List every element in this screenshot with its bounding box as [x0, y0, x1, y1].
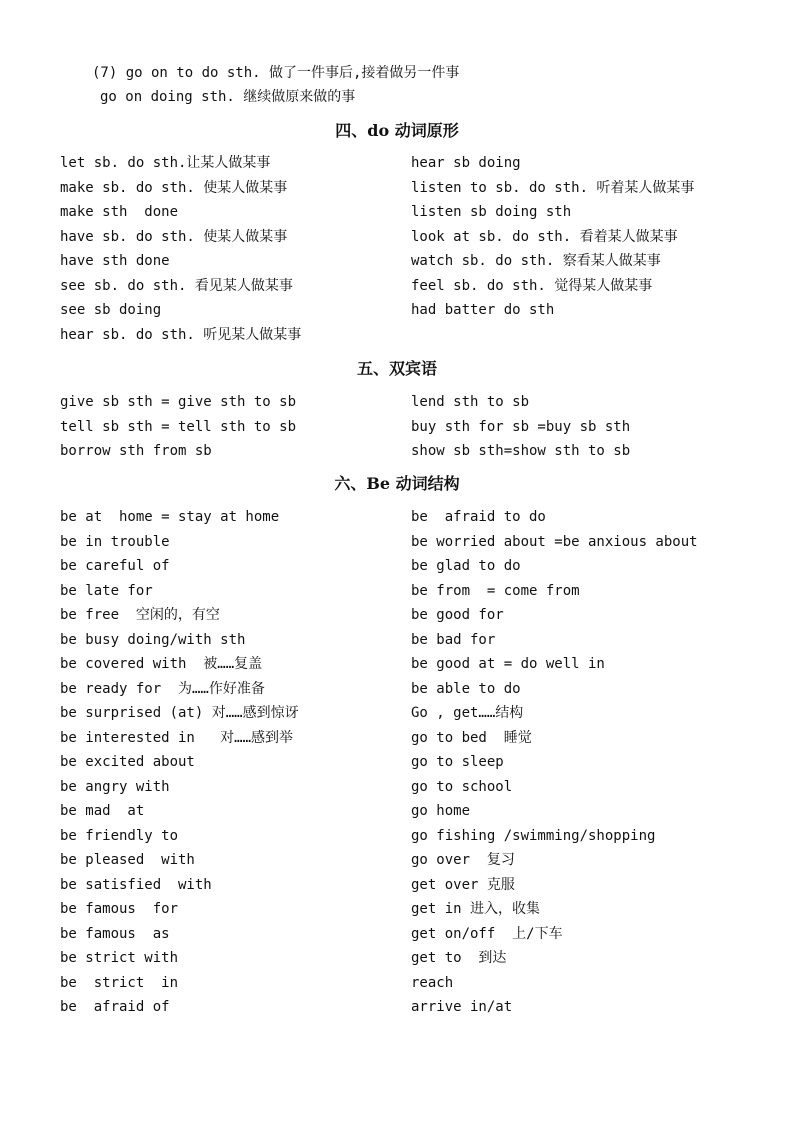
- phrase-item: be glad to do: [411, 558, 521, 574]
- phrase-item: go over 复习: [411, 852, 515, 868]
- phrase-item: get in 进入，收集: [411, 901, 541, 917]
- phrase-item: give sb sth = give sth to sb: [60, 394, 297, 410]
- phrase-item: be angry with: [60, 778, 170, 795]
- phrase-item: be mad at: [60, 803, 145, 819]
- phrase-item: Go , get……结构: [411, 705, 524, 721]
- phrase-item: go to school: [411, 778, 513, 795]
- phrase-item: buy sth for sb =buy sb sth: [411, 418, 631, 435]
- phrase-item: hear sb. do sth. 听见某人做某事: [60, 326, 302, 343]
- intro-line-2: go on doing sth. 继续做原来做的事: [100, 89, 356, 105]
- phrase-item: borrow sth from sb: [60, 443, 212, 459]
- phrase-item: be satisfied with: [60, 876, 212, 893]
- phrase-item: be famous as: [60, 925, 170, 942]
- phrase-item: be in trouble: [60, 533, 170, 550]
- phrase-item: be covered with 被……复盖: [60, 656, 263, 672]
- phrase-item: watch sb. do sth. 察看某人做某事: [411, 253, 661, 269]
- phrase-item: lend sth to sb: [411, 394, 530, 410]
- phrase-item: be friendly to: [60, 827, 179, 844]
- phrase-item: listen to sb. do sth. 听着某人做某事: [411, 179, 695, 196]
- phrase-item: be able to do: [411, 680, 521, 697]
- phrase-item: see sb. do sth. 看见某人做某事: [60, 277, 293, 294]
- section-5-left-column: [60, 390, 400, 464]
- phrase-item: listen sb doing sth: [411, 204, 572, 220]
- phrase-item: reach: [411, 974, 454, 991]
- phrase-item: be worried about =be anxious about: [411, 533, 698, 550]
- intro-line-1: (7) go on to do sth. 做了一件事后,接着做另一件事: [92, 65, 460, 81]
- phrase-item: have sb. do sth. 使某人做某事: [60, 228, 288, 245]
- section-heading-6: 六、Be 动词结构: [334, 474, 460, 493]
- section-6-right-column: [411, 505, 751, 1020]
- phrase-item: make sth done: [60, 204, 179, 220]
- phrase-item: let sb. do sth.让某人做某事: [60, 155, 271, 171]
- phrase-item: had batter do sth: [411, 302, 555, 318]
- phrase-item: be good at = do well in: [411, 656, 605, 672]
- phrase-item: be pleased with: [60, 852, 195, 868]
- phrase-item: go to bed 睡觉: [411, 729, 532, 746]
- phrase-item: show sb sth=show sth to sb: [411, 443, 631, 459]
- phrase-item: be late for: [60, 582, 153, 599]
- phrase-item: have sth done: [60, 253, 170, 269]
- phrase-item: look at sb. do sth. 看着某人做某事: [411, 228, 678, 245]
- phrase-item: be ready for 为……作好准备: [60, 680, 265, 697]
- phrase-item: be surprised (at) 对……感到惊讶: [60, 705, 299, 721]
- section-heading-5: 五、双宾语: [356, 359, 437, 378]
- phrase-item: go to sleep: [411, 754, 504, 770]
- phrase-item: be strict in: [60, 974, 179, 991]
- phrase-item: go fishing /swimming/shopping: [411, 827, 656, 844]
- phrase-item: be from = come from: [411, 582, 580, 599]
- phrase-item: see sb doing: [60, 302, 162, 318]
- phrase-item: arrive in/at: [411, 999, 513, 1015]
- section-4-left-column: [60, 151, 400, 347]
- phrase-item: be interested in 对……感到举: [60, 729, 294, 746]
- section-heading-4: 四、do 动词原形: [335, 121, 459, 140]
- phrase-item: be at home = stay at home: [60, 509, 280, 525]
- phrase-item: be busy doing/with sth: [60, 631, 246, 648]
- phrase-item: make sb. do sth. 使某人做某事: [60, 179, 288, 196]
- phrase-item: be careful of: [60, 558, 170, 574]
- phrase-item: be free 空闲的，有空: [60, 607, 220, 623]
- section-4-right-column: [411, 151, 751, 323]
- section-5-right-column: [411, 390, 751, 464]
- phrase-item: be afraid to do: [411, 509, 546, 525]
- phrase-item: be good for: [411, 607, 504, 623]
- phrase-item: tell sb sth = tell sth to sb: [60, 418, 297, 435]
- phrase-item: go home: [411, 803, 471, 819]
- section-6-left-column: [60, 505, 400, 1020]
- phrase-item: be bad for: [411, 631, 496, 648]
- phrase-item: feel sb. do sth. 觉得某人做某事: [411, 277, 653, 294]
- phrase-item: be excited about: [60, 754, 195, 770]
- phrase-item: be strict with: [60, 950, 179, 966]
- phrase-item: get to 到达: [411, 950, 507, 966]
- phrase-item: be afraid of: [60, 999, 170, 1015]
- phrase-item: get on/off 上/下车: [411, 925, 563, 942]
- phrase-item: be famous for: [60, 901, 179, 917]
- phrase-item: hear sb doing: [411, 155, 521, 171]
- phrase-item: get over 克服: [411, 876, 515, 893]
